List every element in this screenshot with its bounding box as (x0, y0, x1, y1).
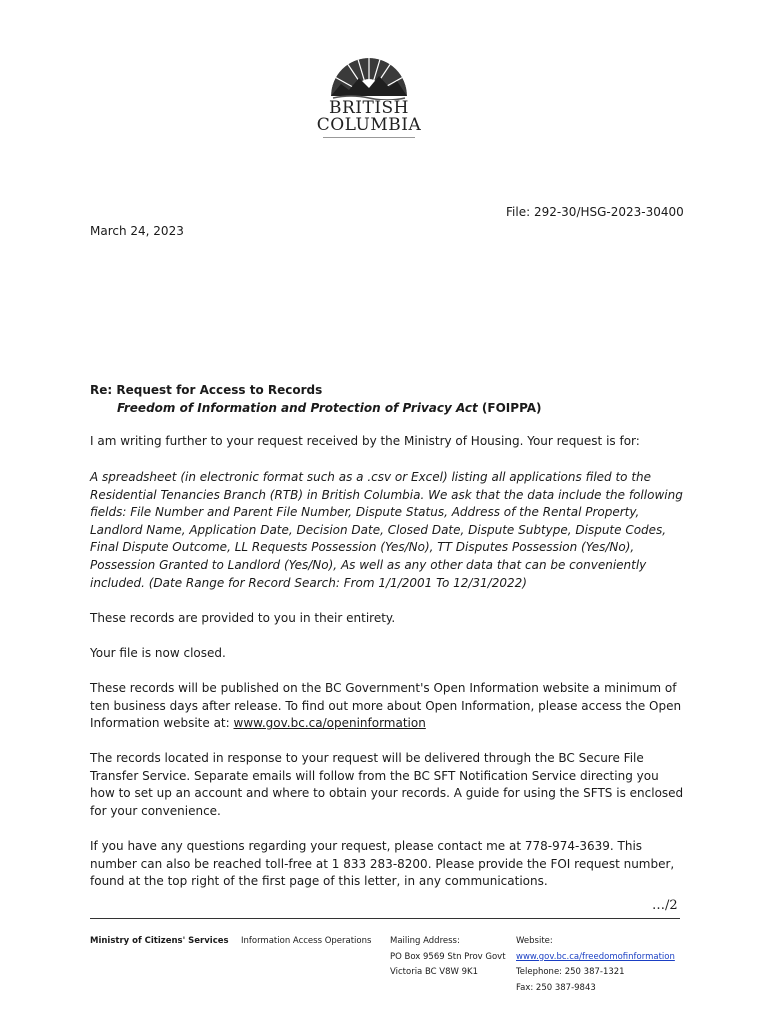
file-reference: File: 292-30/HSG-2023-30400 (506, 205, 684, 219)
mailing-line1: PO Box 9569 Stn Prov Govt (390, 951, 506, 962)
mailing-line2: Victoria BC V8W 9K1 (390, 967, 479, 977)
footer-divider (90, 918, 680, 919)
website-label: Website: (516, 936, 553, 946)
publish-text: These records will be published on the BC Government's Open Information website a minimum of ten business days after release. To find out more about Open Information, please access the Open Information website at: (90, 681, 682, 731)
ministry-name: Ministry of Citizens' Services (90, 936, 229, 946)
entirety-paragraph: These records are provided to you in their entirety. (90, 611, 396, 625)
mailing-label: Mailing Address: (390, 936, 460, 946)
act-abbrev: (FOIPPA) (477, 401, 542, 415)
footer-website (516, 934, 675, 996)
delivery-paragraph: The records located in response to your request will be delivered through the BC Secure File Transfer Service. Separate emails will follow from the BC SFT Notification Service directing you how to set up an account and where to obtain your records. A guide for using the SFTS is enclosed for your convenience. (90, 751, 684, 818)
logo-line-columbia: COLUMBIA (316, 115, 422, 135)
request-paragraph: A spreadsheet (in electronic format such as a .csv or Excel) listing all applications filed to the Residential Tenancies Branch (RTB) in British Columbia. We ask that the data include the following fields: File Number and Parent File Number, Dispute Status, Address of the Rental Property, Landlord Name, Application Date, Decision Date, Closed Date, Dispute Subtype, Dispute Codes, Final Dispute Outcome, LL Requests Possession (Yes/No), TT Disputes Possession (Yes/No), Possession Granted to Landlord (Yes/No), As well as any other data that can be conveniently included. (Date Range for Record Search: From 1/1/2001 To 12/31/2022) (90, 470, 683, 590)
publish-paragraph (90, 680, 685, 733)
subject-block (90, 381, 542, 417)
closed-paragraph: Your file is now closed. (90, 646, 226, 660)
branch-name: Information Access Operations (241, 936, 372, 946)
footer-ministry (90, 934, 229, 950)
act-line (90, 399, 542, 417)
bc-logo (314, 46, 424, 146)
foi-website-link[interactable]: www.gov.bc.ca/freedomofinformation (516, 951, 675, 962)
page-continuation: …/2 (652, 898, 678, 913)
letter-date: March 24, 2023 (90, 224, 184, 238)
intro-paragraph: I am writing further to your request received by the Ministry of Housing. Your request is for: (90, 434, 640, 448)
subject-line: Re: Request for Access to Records (90, 383, 323, 397)
fax: Fax: 250 387-9843 (516, 982, 596, 993)
bc-sun-mountain-icon (327, 46, 411, 100)
logo-underline (323, 137, 415, 138)
contact-paragraph: If you have any questions regarding your request, please contact me at 778-974-3639. This number can also be reached toll-free at 1 833 283-8200. Please provide the FOI request number, found at the top right of the first page of this letter, in any communications. (90, 839, 675, 889)
footer-branch (241, 934, 371, 950)
telephone: Telephone: 250 387-1321 (516, 967, 625, 977)
act-name: Freedom of Information and Protection of Privacy Act (117, 401, 478, 415)
open-information-link[interactable]: www.gov.bc.ca/openinformation (233, 716, 426, 731)
logo-line-british: BRITISH (328, 98, 410, 118)
footer-mailing (390, 934, 506, 981)
